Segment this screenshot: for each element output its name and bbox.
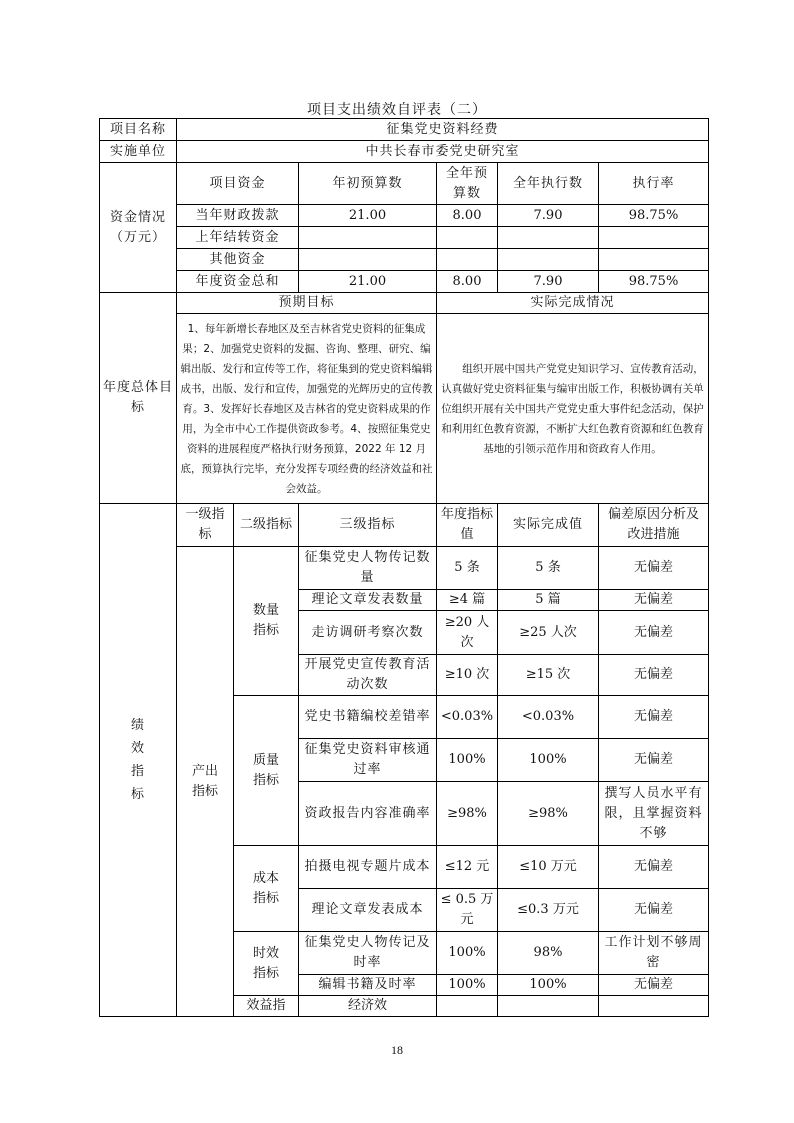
- project-name-label: 项目名称: [100, 119, 177, 141]
- expected-goal-header: 预期目标: [177, 293, 437, 314]
- ind-header-level2: 二级指标: [234, 504, 299, 547]
- level2-cost: [234, 846, 299, 932]
- level1-output-text: 产出指标: [191, 763, 218, 799]
- deviation-note: 无偏差: [599, 975, 709, 996]
- deviation-note: 工作计划不够周密: [599, 932, 709, 975]
- target-value: 100%: [437, 975, 498, 996]
- level3-name: 走访调研考察次数: [299, 611, 437, 655]
- deviation-note: 撰写人员水平有限，且掌握资料不够: [599, 782, 709, 846]
- target-value: ≥98%: [437, 782, 498, 846]
- level3-name: 拍摄电视专题片成本: [299, 846, 437, 889]
- ind-header-level1: 一级指标: [177, 504, 234, 547]
- funds-row-budget: [299, 227, 437, 249]
- level2-timeliness: [234, 932, 299, 996]
- unit-label: 实施单位: [100, 141, 177, 163]
- ind-header-level3: 三级指标: [299, 504, 437, 547]
- funds-row-name: 当年财政拨款: [177, 205, 299, 227]
- funds-row-rate: [599, 249, 709, 271]
- actual-value: 98%: [498, 932, 599, 975]
- actual-value: ≥15 次: [498, 655, 599, 696]
- funds-header-executed: 全年执行数: [498, 163, 599, 205]
- deviation-note: 无偏差: [599, 655, 709, 696]
- level2-quality-text: 质量指标: [252, 752, 279, 788]
- level3-name: [437, 996, 498, 1017]
- expected-goal-text: 1、每年新增长春地区及至吉林省党史资料的征集成果；2、加强党史资料的发掘、咨询、整理、研究、编辑出版、发行和宣传等工作，将征集到的党史资料编辑成书，出版、发行和宣传，加强党的光辉历史的宣传教育。3、发挥好长春地区及吉林省的党史资料成果的作用，为全市中心工作提供资政参考。4、按照征集党史资料的进展程度严格执行财务预算，2022 年 12 月底，预算执行完毕，充分发挥专项经费的经济效益和社会效益。: [177, 314, 437, 504]
- funds-row-rate: 98.75%: [599, 271, 709, 293]
- target-value: 5 条: [437, 547, 498, 590]
- funds-row-rate: 98.75%: [599, 205, 709, 227]
- funds-row-name: 年度资金总和: [177, 271, 299, 293]
- actual-value: ≤0.3 万元: [498, 889, 599, 932]
- actual-value: ≥25 人次: [498, 611, 599, 655]
- level2-quantity: [234, 547, 299, 696]
- deviation-note: 无偏差: [599, 846, 709, 889]
- actual-value: 100%: [498, 739, 599, 782]
- funds-header-budget: 年初预算数: [299, 163, 437, 205]
- actual-completion-header: 实际完成情况: [437, 293, 709, 314]
- target-value: ≤ 0.5 万元: [437, 889, 498, 932]
- page-number: 18: [391, 1043, 403, 1057]
- level3-name: 理论文章发表成本: [299, 889, 437, 932]
- unit-value: 中共长春市委党史研究室: [177, 141, 709, 163]
- actual-value: [599, 996, 709, 1017]
- indicators-section-label: [100, 504, 177, 1017]
- funds-row-executed: [498, 249, 599, 271]
- funds-row-executed: 7.90: [498, 205, 599, 227]
- funds-row-budget: [299, 249, 437, 271]
- level3-name: 征集党史人物传记及时率: [299, 932, 437, 975]
- funds-row-budget: 21.00: [299, 271, 437, 293]
- actual-value: 5 条: [498, 547, 599, 590]
- deviation-note: 无偏差: [599, 739, 709, 782]
- funds-row-annual: [437, 227, 498, 249]
- level3-name: 理论文章发表数量: [299, 590, 437, 611]
- level3-name: 征集党史资料审核通过率: [299, 739, 437, 782]
- actual-value: 100%: [498, 975, 599, 996]
- ind-header-note: 偏差原因分析及改进措施: [599, 504, 709, 547]
- funds-row-annual: 8.00: [437, 205, 498, 227]
- target-value: 100%: [437, 739, 498, 782]
- actual-value: ≥98%: [498, 782, 599, 846]
- target-value: ≥20 人次: [437, 611, 498, 655]
- funds-section-label: 资金情况（万元）: [100, 163, 177, 293]
- level1-output: [177, 547, 234, 1017]
- ind-header-actual: 实际完成值: [498, 504, 599, 547]
- funds-header-annual: 全年预算数: [437, 163, 498, 205]
- level3-name: 资政报告内容准确率: [299, 782, 437, 846]
- level2-cost-text: 成本指标: [252, 870, 279, 906]
- target-value: ≥4 篇: [437, 590, 498, 611]
- indicators-section-text: 绩效指标: [131, 718, 146, 802]
- performance-table: [99, 118, 709, 1017]
- page-title: 项目支出绩效自评表（二）: [307, 102, 487, 118]
- funds-row-executed: 7.90: [498, 271, 599, 293]
- actual-value: <0.03%: [498, 696, 599, 739]
- level2-quantity-text: 数量指标: [252, 603, 279, 638]
- level2-timeliness-text: 时效指标: [252, 945, 279, 981]
- funds-header-item: 项目资金: [177, 163, 299, 205]
- actual-value: 5 篇: [498, 590, 599, 611]
- project-name-value: 征集党史资料经费: [177, 119, 709, 141]
- target-value: ≥10 次: [437, 655, 498, 696]
- funds-row-name: 上年结转资金: [177, 227, 299, 249]
- target-value: [498, 996, 599, 1017]
- funds-header-rate: 执行率: [599, 163, 709, 205]
- level1-benefit: 效益指: [234, 996, 299, 1017]
- deviation-note: 无偏差: [599, 590, 709, 611]
- goals-section-label: 年度总体目标: [100, 293, 177, 504]
- level3-name: 党史书籍编校差错率: [299, 696, 437, 739]
- ind-header-target: 年度指标值: [437, 504, 498, 547]
- funds-row-executed: [498, 227, 599, 249]
- level2-economic: 经济效: [299, 996, 437, 1017]
- deviation-note: 无偏差: [599, 889, 709, 932]
- level3-name: 开展党史宣传教育活动次数: [299, 655, 437, 696]
- target-value: ≤12 元: [437, 846, 498, 889]
- target-value: <0.03%: [437, 696, 498, 739]
- target-value: 100%: [437, 932, 498, 975]
- funds-row-budget: 21.00: [299, 205, 437, 227]
- funds-row-rate: [599, 227, 709, 249]
- funds-row-name: 其他资金: [177, 249, 299, 271]
- deviation-note: 无偏差: [599, 696, 709, 739]
- level3-name: 编辑书籍及时率: [299, 975, 437, 996]
- level2-quality: [234, 696, 299, 846]
- actual-value: ≤10 万元: [498, 846, 599, 889]
- funds-row-annual: 8.00: [437, 271, 498, 293]
- deviation-note: 无偏差: [599, 611, 709, 655]
- actual-completion-text: 组织开展中国共产党党史知识学习、宣传教育活动，认真做好党史资料征集与编审出版工作，积极协调有关单位组织开展有关中国共产党党史重大事件纪念活动，保护和利用红色教育资源，不断扩大红色教育资源和红色教育基地的引领示范作用和资政育人作用。: [437, 314, 709, 504]
- deviation-note: 无偏差: [599, 547, 709, 590]
- level3-name: 征集党史人物传记数量: [299, 547, 437, 590]
- funds-row-annual: [437, 249, 498, 271]
